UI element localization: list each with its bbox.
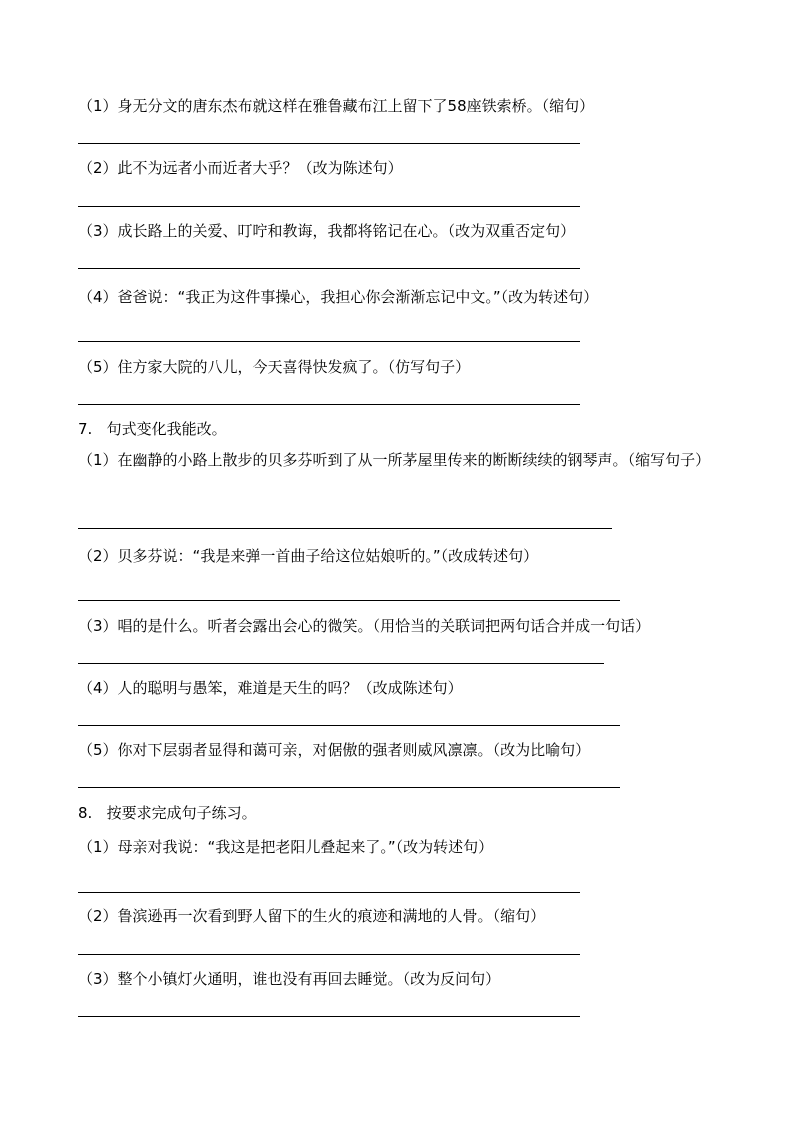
answer-line-8-1[interactable]	[78, 892, 580, 893]
question-6-3: （3）成长路上的关爱、叮咛和教诲，我都将铭记在心。（改为双重否定句）	[78, 222, 576, 240]
question-6-2: （2）此不为远者小而近者大乎？（改为陈述句）	[78, 159, 403, 177]
question-8-1: （1）母亲对我说：“我这是把老阳儿叠起来了。”（改为转述句）	[78, 838, 494, 856]
question-7-1: （1）在幽静的小路上散步的贝多芬听到了从一所茅屋里传来的断断续续的钢琴声。（缩写句子）	[78, 451, 711, 469]
answer-line-7-1[interactable]	[78, 528, 612, 529]
answer-line-8-2[interactable]	[78, 954, 580, 955]
question-7-2: （2）贝多芬说：“我是来弹一首曲子给这位姑娘听的。”（改成转述句）	[78, 547, 539, 565]
answer-line-6-2[interactable]	[78, 206, 580, 207]
question-7-4: （4）人的聪明与愚笨，难道是天生的吗？（改成陈述句）	[78, 679, 463, 697]
answer-line-6-3[interactable]	[78, 268, 580, 269]
answer-line-7-4[interactable]	[78, 725, 620, 726]
answer-line-6-5[interactable]	[78, 404, 580, 405]
answer-line-6-4[interactable]	[78, 341, 580, 342]
question-7-3: （3）唱的是什么。听者会露出会心的微笑。（用恰当的关联词把两句话合并成一句话）	[78, 617, 651, 635]
answer-line-7-3[interactable]	[78, 663, 604, 664]
question-6-1: （1）身无分文的唐东杰布就这样在雅鲁藏布江上留下了58座铁索桥。（缩句）	[78, 97, 595, 115]
answer-line-6-1[interactable]	[78, 143, 580, 144]
section-7-heading: 7. 句式变化我能改。	[78, 420, 227, 438]
question-8-2: （2）鲁滨逊再一次看到野人留下的生火的痕迹和满地的人骨。（缩句）	[78, 907, 546, 925]
answer-line-7-5[interactable]	[78, 787, 620, 788]
answer-line-7-2[interactable]	[78, 600, 620, 601]
question-6-4: （4）爸爸说：“我正为这件事操心，我担心你会渐渐忘记中文。”（改为转述句）	[78, 288, 599, 306]
answer-line-8-3[interactable]	[78, 1016, 580, 1017]
question-6-5: （5）住方家大院的八儿，今天喜得快发疯了。（仿写句子）	[78, 358, 471, 376]
question-7-5: （5）你对下层弱者显得和蔼可亲，对倨傲的强者则威风凛凛。（改为比喻句）	[78, 741, 591, 759]
question-8-3: （3）整个小镇灯火通明，谁也没有再回去睡觉。（改为反问句）	[78, 970, 501, 988]
section-8-heading: 8. 按要求完成句子练习。	[78, 804, 257, 822]
